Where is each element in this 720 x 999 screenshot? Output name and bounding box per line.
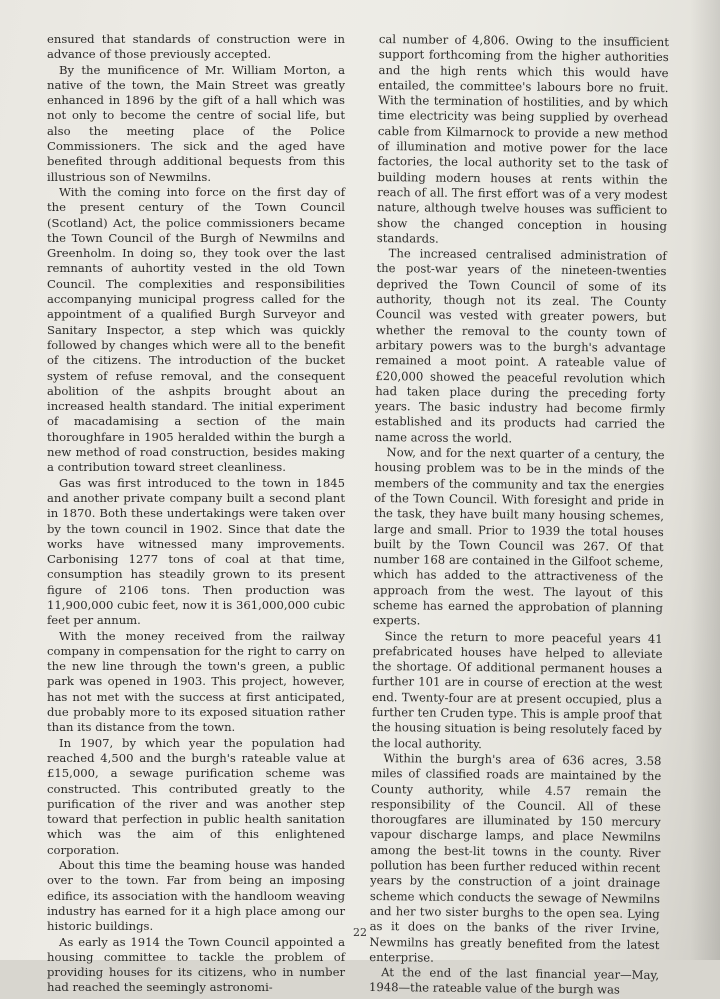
paragraph: With the coming into force on the first day of the present century of the Town Council (Scotland) Act, the police commissioners became the Town Council of the Burgh of Newmilns and Greenholm. In doing so, they took over the last remnants of auhortity vested in the old Town Council. The complexities and responsibilities accompanying municipal progress called for the appointment of a qualified Burgh Surveyor and Sanitary Inspector, a step which was quickly followed by changes which were all to the benefit of the citizens. The introduction of the bucket system of refuse removal, and the consequent abolition of the ashpits brought about an increased health standard. The initial experiment of macadamising a section of the main thoroughfare in 1905 heralded within the burgh a new method of road construction, besides making a contribution toward street cleanliness. [47, 184, 345, 475]
left-text-column [47, 32, 345, 996]
paragraph: Within the burgh's area of 636 acres, 3.58 miles of classified roads are maintained by the County authority, while 4.57 remain the responsibility of the Council. All of these thorougfares are illuminated by 150 mercury vapour discharge lamps, and place Newmilns among the best-lit towns in the county. River pollution has been further reduced within recent years by the construction of a joint drainage scheme which conducts the sewage of Newmilns and her two sister burghs to the open sea. Lying as it does on the banks of the river Irvine, Newmilns has greatly benefited from the latest enterprise. [369, 751, 662, 965]
right-text-column [369, 32, 669, 999]
paragraph: Gas was first introduced to the town in 1845 and another private company built a second plant in 1870. Both these undertakings were taken over by the town council in 1902. Since that date the works have witnessed many improvements. Carbonising 1277 tons of coal at that time, consumption has steadily grown to its present figure of 2106 tons. Then production was 11,900,000 cubic feet, now it is 361,000,000 cubic feet per annum. [47, 475, 345, 628]
paragraph: With the money received from the railway company in compensation for the right to carry on the new line through the town's green, a public park was opened in 1903. This project, however, has not met with the success at first anticipated, due probably more to its exposed situation rather than its distance from the town. [47, 628, 345, 735]
paragraph: The increased centralised administration of the post-war years of the nineteen-twenties deprived the Town Council of some of its authority, though not its zeal. The County Council was vested with greater powers, but whether the removal to the county town of arbitary powers was to the burgh's advantage remained a moot point. A rateable value of £20,000 showed the peaceful revolution which had taken place during the preceding forty years. The basic industry had become firmly established and its products had carried the name across the world. [374, 246, 667, 446]
paragraph: By the munificence of Mr. William Morton, a native of the town, the Main Street was greatly enhanced in 1896 by the gift of a hall which was not only to become the centre of social life, but also the meeting place of the Police Commissioners. The sick and the aged have benefited through additional bequests from this illustrious son of Newmilns. [47, 62, 345, 184]
paragraph: Since the return to more peaceful years 41 prefabricated houses have helped to alleviate the shortage. Of additional permanent houses a further 101 are in course of erection at the west end. Twenty-four are at present occupied, plus a further ten Cruden type. This is ample proof that the housing situation is being resolutely faced by the local authority. [371, 628, 663, 751]
paragraph: Now, and for the next quarter of a century, the housing problem was to be in the minds of the members of the community and tax the energies of the Town Council. With foresight and pride in the task, they have built many housing schemes, large and small. Prior to 1939 the total houses built by the Town Council was 267. Of that number 168 are contained in the Gilfoot scheme, which has added to the attractiveness of the approach from the west. The layout of this scheme has earned the approbation of planning experts. [372, 445, 665, 628]
paragraph: In 1907, by which year the population had reached 4,500 and the burgh's rateable value at £15,000, a sewage purification scheme was constructed. This contributed greatly to the purification of the river and was another step toward that perfection in public health sanitation which was the aim of this enlightened corporation. [47, 735, 345, 857]
paragraph: At the end of the last financial year—May, 1948—the rateable value of the burgh was [368, 965, 660, 997]
paragraph: ensured that standards of construction were in advance of those previously accepted. [47, 32, 345, 62]
paragraph: cal number of 4,806. Owing to the insufficient support forthcoming from the higher authorities and the high rents which this would have entailed, the committee's labours bore no fruit. With the termination of hostilities, and by which time electricity was being supplied by overhead cable from Kilmarnock to provide a new method of illumination and motive power for the lace factories, the local authority set to the task of building modern houses at rents within the reach of all. The first effort was of a very modest nature, although twelve houses was sufficient to show the changed conception in housing standards. [376, 32, 669, 246]
paragraph: As early as 1914 the Town Council appointed a housing committee to tackle the problem of providing houses for its citizens, who in number had reached the seemingly astronomi- [47, 934, 345, 995]
page-edge-shadow [690, 0, 720, 960]
paragraph: About this time the beaming house was handed over to the town. Far from being an imposing edifice, its association with the handloom weaving industry has earned for it a high place among our historic buildings. [47, 858, 345, 934]
page-number: 22 [353, 926, 367, 939]
